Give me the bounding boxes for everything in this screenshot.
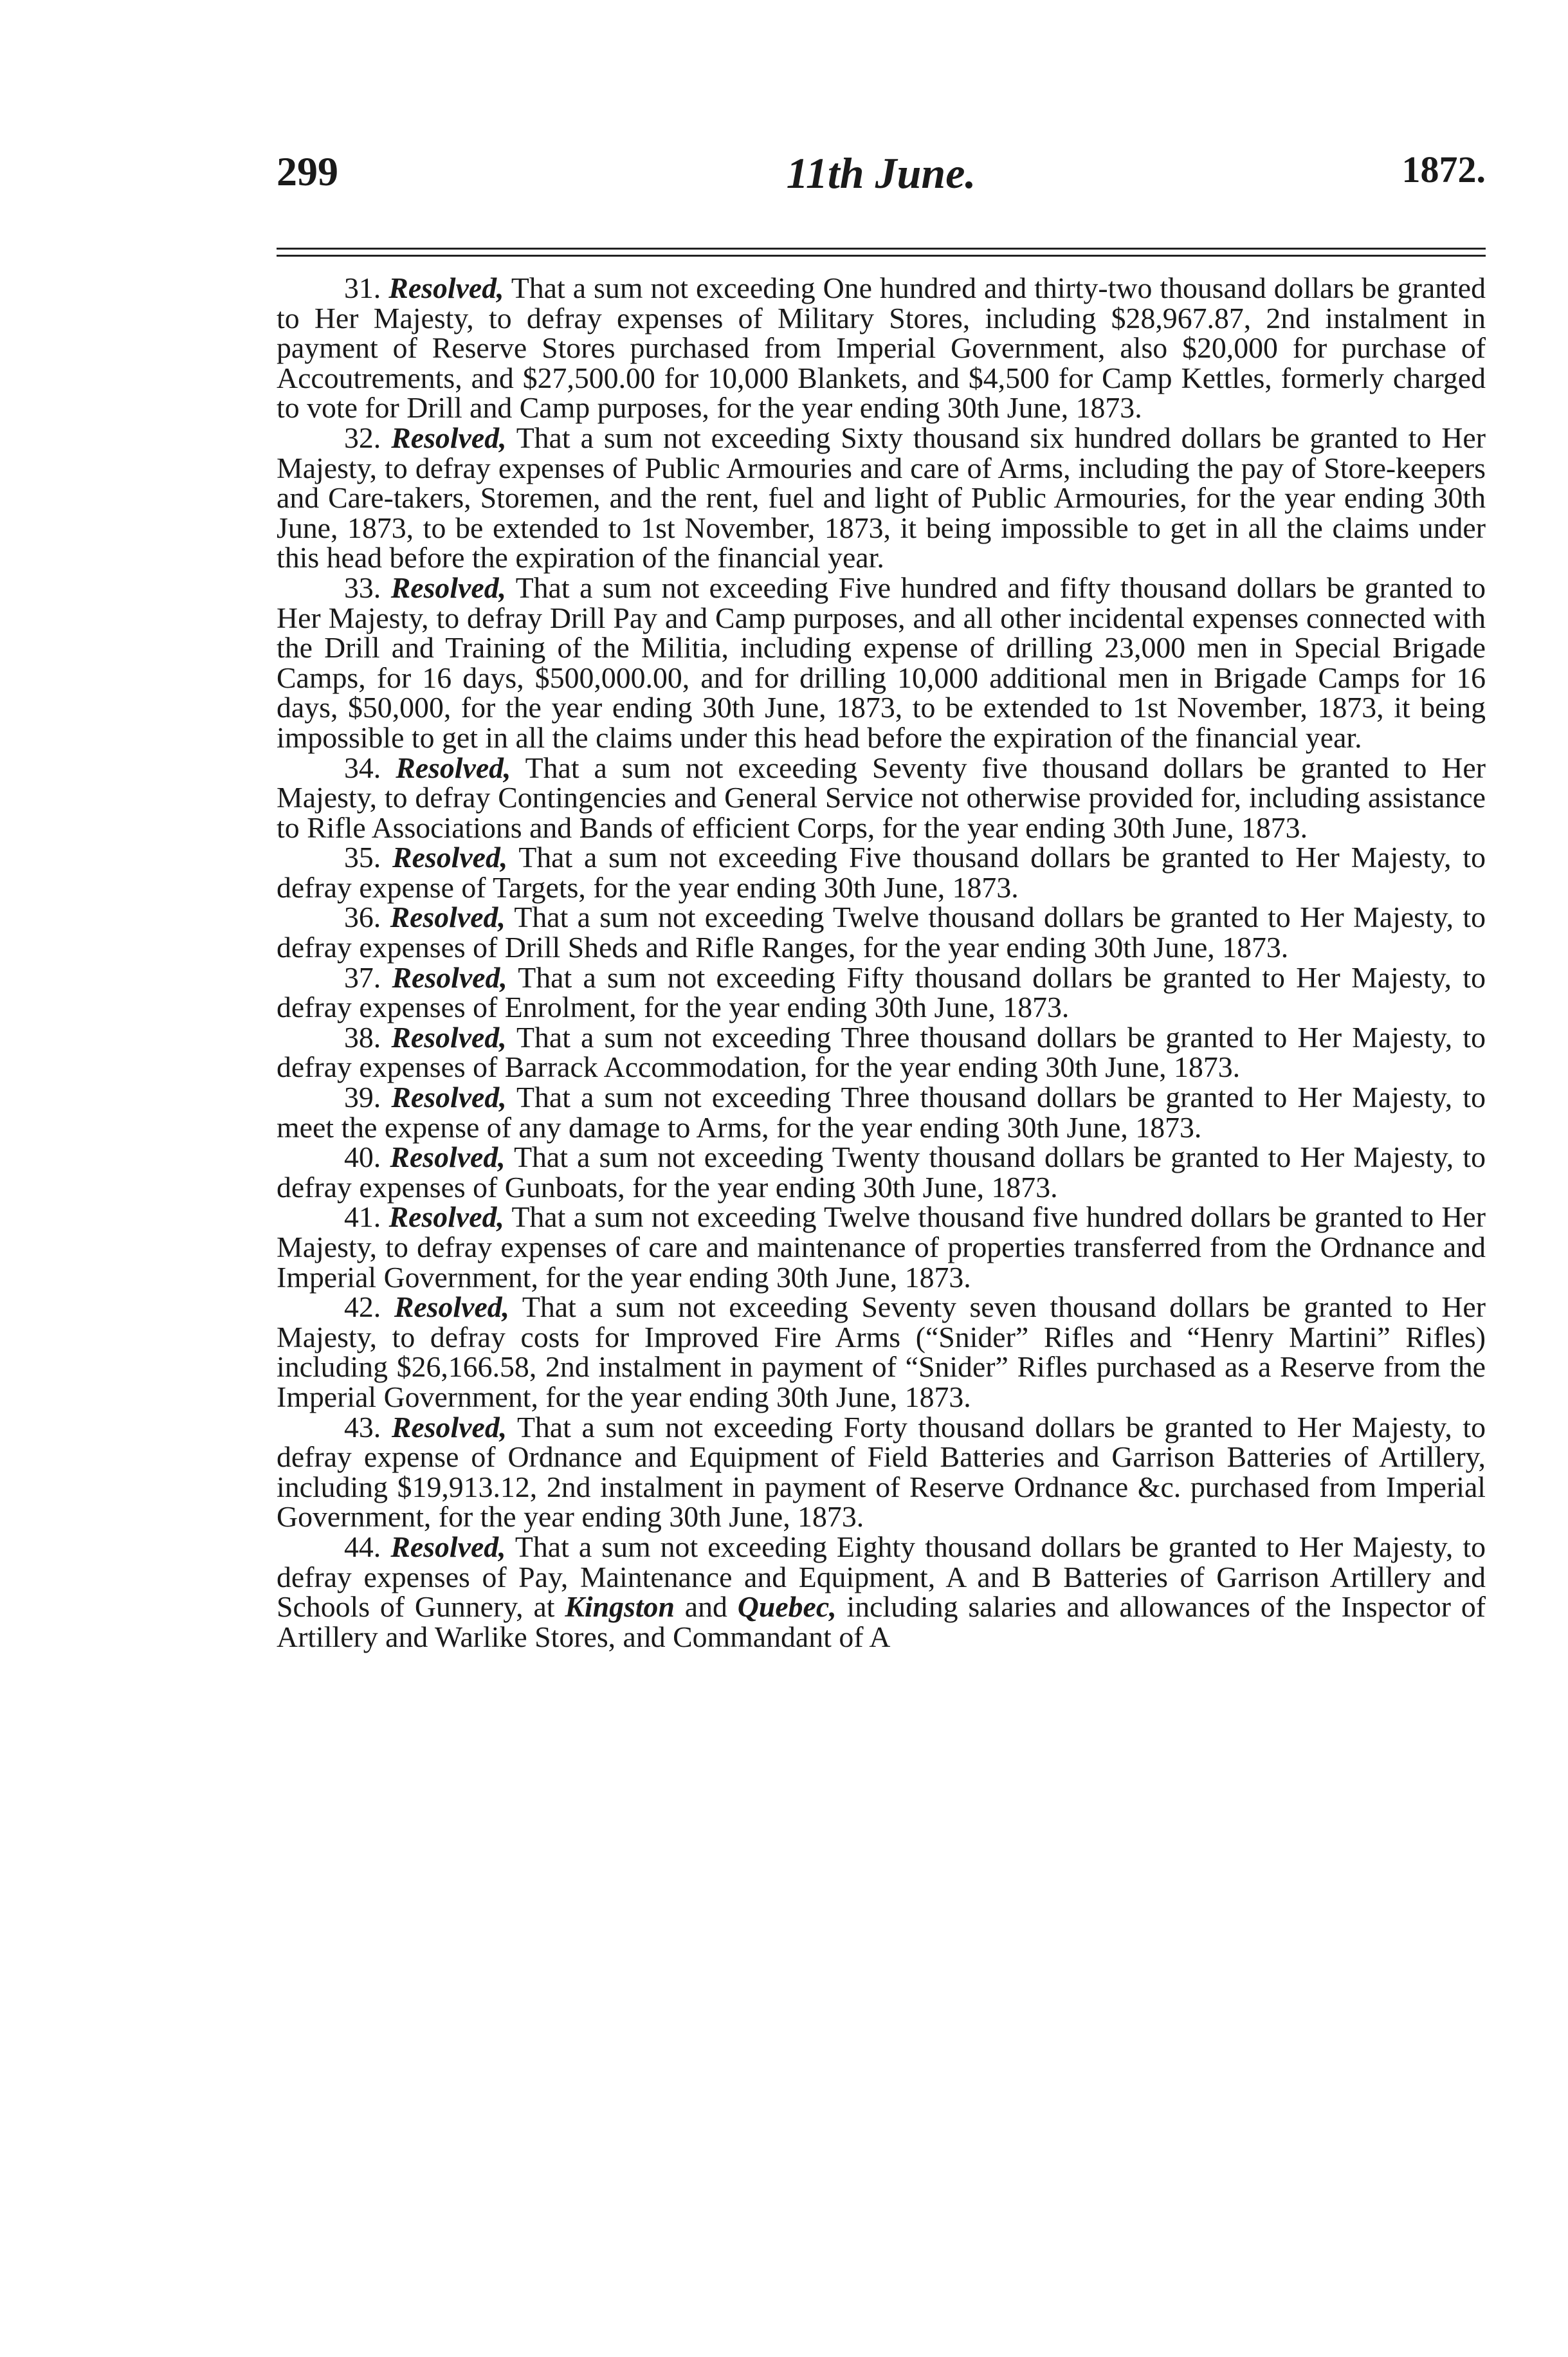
resolution-number: 44. (344, 1530, 381, 1563)
resolved-label: Resolved, (392, 841, 508, 874)
resolution-text: That a sum not exceeding One hundred and thirty-two thousand dollars be granted to Her Majesty, to defray expenses of Military Stores, including $28,967.87, 2nd instalment in payment of Reserve Stores purchased from Imperial Government, also $20,000 for purchase of Accoutrements, and $27,500.00 for 10,000 Blankets, and $4,500 for Camp Kettles, formerly charged to vote for Drill and Camp purposes, for the year ending 30th June, 1873. (277, 271, 1486, 425)
resolution-33 (277, 573, 1486, 753)
page-title: 11th June. (786, 149, 976, 197)
resolved-label: Resolved, (392, 960, 507, 994)
resolution-number: 43. (344, 1410, 381, 1444)
place-name: Quebec, (737, 1590, 837, 1624)
resolution-35 (277, 843, 1486, 903)
resolved-label: Resolved, (394, 1290, 510, 1324)
resolution-34 (277, 753, 1486, 843)
resolution-number: 32. (344, 421, 381, 454)
resolution-number: 31. (344, 271, 381, 304)
resolved-label: Resolved, (388, 271, 504, 304)
resolution-number: 40. (344, 1141, 381, 1174)
resolution-text: That a sum not exceeding Twenty thousand dollars be granted to Her Majesty, to defray expenses of Gunboats, for the year ending 30th June, 1873. (277, 1141, 1486, 1204)
resolution-number: 39. (344, 1081, 381, 1114)
header-rule-bottom (277, 255, 1486, 257)
resolution-number: 36. (344, 901, 381, 934)
resolution-41 (277, 1202, 1486, 1292)
header-rule-top (277, 248, 1486, 250)
resolution-text: That a sum not exceeding Eighty thousand dollars be granted to Her Majesty, to defray expenses of Pay, Maintenance and Equipment, A and B Batteries of Garrison Artillery and Schools of Gunnery, at (277, 1530, 1486, 1624)
resolution-text: That a sum not exceeding Seventy five thousand dollars be granted to Her Majesty, to defray Contingencies and General Service not otherwise provided for, including assistance to Rifle Associations and Bands of efficient Corps, for the year ending 30th June, 1873. (277, 751, 1486, 844)
resolution-31 (277, 273, 1486, 423)
resolution-text: That a sum not exceeding Five hundred and fifty thousand dollars be granted to Her Majesty, to defray Drill Pay and Camp purposes, and all other incidental expenses connected with the Drill and Training of the Militia, including expense of drilling 23,000 men in Special Brigade Camps, for 16 days, $500,000.00, and for drilling 10,000 additional men in Brigade Camps for 16 days, $50,000, for the year ending 30th June, 1873, to be extended to 1st November, 1873, it being impossible to get in all the claims under this head before the expiration of the financial year. (277, 571, 1486, 754)
resolution-text: That a sum not exceeding Three thousand dollars be granted to Her Majesty, to meet the expense of any damage to Arms, for the year ending 30th June, 1873. (277, 1081, 1486, 1144)
resolved-label: Resolved, (391, 421, 507, 454)
resolved-label: Resolved, (390, 901, 506, 934)
resolved-label: Resolved, (391, 1020, 507, 1054)
resolution-text: That a sum not exceeding Three thousand dollars be granted to Her Majesty, to defray expenses of Barrack Accommodation, for the year ending 30th June, 1873. (277, 1020, 1486, 1084)
page-year: 1872. (1401, 149, 1486, 190)
resolved-label: Resolved, (396, 751, 511, 784)
resolution-number: 41. (344, 1200, 381, 1234)
page-header (277, 148, 1486, 199)
resolution-44 (277, 1532, 1486, 1652)
resolution-32 (277, 423, 1486, 573)
resolution-number: 37. (344, 960, 381, 994)
resolution-number: 42. (344, 1290, 381, 1324)
resolution-39 (277, 1083, 1486, 1142)
resolved-label: Resolved, (391, 1410, 507, 1444)
resolution-text: That a sum not exceeding Seventy seven thousand dollars be granted to Her Majesty, to defray costs for Improved Fire Arms (“Snider” Rifles and “Henry Martini” Rifles) including $26,166.58, 2nd instalment in payment of “Snider” Rifles purchased as a Reserve from the Imperial Government, for the year ending 30th June, 1873. (277, 1290, 1486, 1413)
resolutions-body (277, 273, 1486, 1652)
resolved-label: Resolved, (388, 1200, 504, 1234)
resolution-text: That a sum not exceeding Fifty thousand dollars be granted to Her Majesty, to defray expenses of Enrolment, for the year ending 30th June, 1873. (277, 960, 1486, 1024)
resolution-text: That a sum not exceeding Sixty thousand six hundred dollars be granted to Her Majesty, to defray expenses of Public Armouries and care of Arms, including the pay of Store-keepers and Care-takers, Storemen, and the rent, fuel and light of Public Armouries, for the year ending 30th June, 1873, to be extended to 1st November, 1873, it being impossible to get in all the claims under this head before the expiration of the financial year. (277, 421, 1486, 574)
resolved-label: Resolved, (390, 571, 507, 604)
place-name: Kingston (565, 1590, 675, 1624)
resolution-number: 34. (344, 751, 381, 784)
resolved-label: Resolved, (390, 1530, 506, 1563)
resolution-42 (277, 1292, 1486, 1412)
resolution-text: That a sum not exceeding Twelve thousand five hundred dollars be granted to Her Majesty, to defray expenses of care and maintenance of properties transferred from the Ordnance and Imperial Government, for the year ending 30th June, 1873. (277, 1200, 1486, 1294)
resolution-43 (277, 1410, 1486, 1534)
page-number: 299 (277, 149, 338, 194)
resolution-text: That a sum not exceeding Twelve thousand dollars be granted to Her Majesty, to defray expenses of Drill Sheds and Rifle Ranges, for the year ending 30th June, 1873. (277, 901, 1486, 964)
resolution-37 (277, 960, 1486, 1024)
resolution-number: 35. (344, 841, 381, 874)
resolution-36 (277, 903, 1486, 962)
resolved-label: Resolved, (390, 1141, 506, 1174)
resolution-text: That a sum not exceeding Forty thousand dollars be granted to Her Majesty, to defray expense of Ordnance and Equipment of Field Batteries and Garrison Batteries of Artillery, including $19,913.12, 2nd instalment in payment of Reserve Ordnance &c. purchased from Imperial Government, for the year ending 30th June, 1873. (277, 1410, 1486, 1534)
resolution-number: 33. (344, 571, 381, 604)
resolution-40 (277, 1142, 1486, 1202)
resolution-text-tail: including salaries and allowances of the Inspector of Artillery and Warlike Stores, and Commandant of A (277, 1590, 1486, 1653)
resolution-38 (277, 1020, 1486, 1084)
resolution-text-connector: and (684, 1590, 727, 1624)
resolution-number: 38. (344, 1020, 381, 1054)
resolution-text: That a sum not exceeding Five thousand dollars be granted to Her Majesty, to defray expense of Targets, for the year ending 30th June, 1873. (277, 841, 1486, 904)
resolved-label: Resolved, (391, 1081, 507, 1114)
